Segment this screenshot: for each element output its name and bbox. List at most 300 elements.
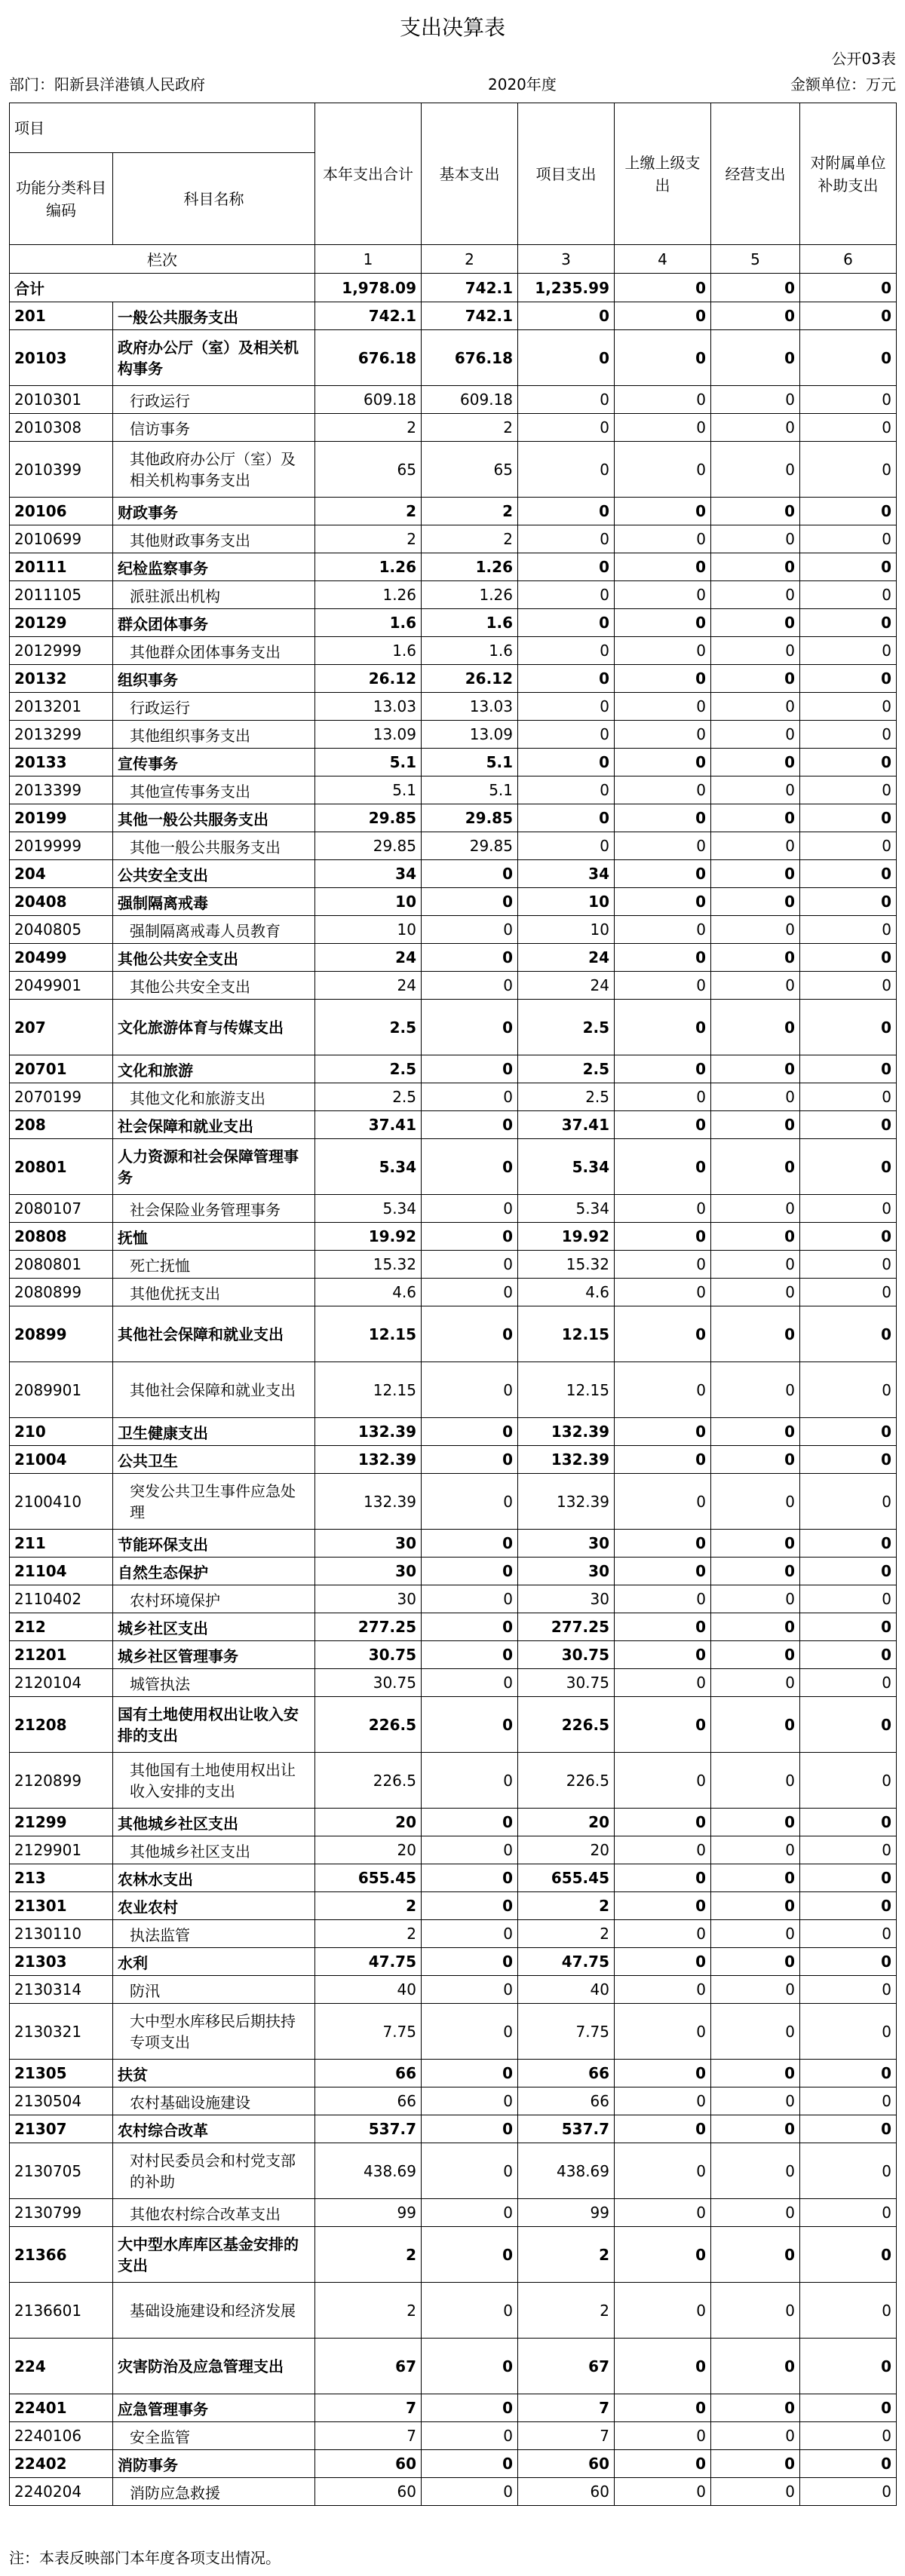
row-code: 2080107 [10, 1195, 113, 1223]
row-value: 0 [615, 1055, 711, 1083]
row-value: 0 [518, 442, 615, 498]
row-value: 0 [422, 1446, 518, 1474]
row-value: 0 [800, 776, 897, 804]
row-value: 7 [315, 2394, 422, 2422]
row-value: 30 [315, 1558, 422, 1585]
row-value: 2 [315, 525, 422, 553]
table-row [10, 944, 897, 972]
row-value: 0 [615, 1251, 711, 1279]
row-value: 0 [800, 2060, 897, 2087]
row-value: 0 [422, 1641, 518, 1669]
row-name: 宣传事务 [113, 749, 315, 776]
row-value: 0 [615, 2339, 711, 2394]
row-value: 19.92 [518, 1223, 615, 1251]
table-row [10, 2339, 897, 2394]
row-value: 742.1 [422, 302, 518, 330]
row-value: 0 [615, 525, 711, 553]
row-code: 207 [10, 1000, 113, 1055]
row-value: 0 [518, 832, 615, 860]
row-value: 20 [315, 1836, 422, 1864]
colnum-label: 栏次 [10, 245, 315, 274]
row-value: 40 [518, 1976, 615, 2004]
row-value: 0 [615, 1474, 711, 1530]
row-value: 0 [422, 1948, 518, 1976]
row-code: 20132 [10, 665, 113, 693]
row-value: 0 [422, 1613, 518, 1641]
row-value: 0 [615, 2283, 711, 2339]
row-value: 0 [711, 442, 800, 498]
row-code: 2080899 [10, 1279, 113, 1306]
row-value: 0 [800, 414, 897, 442]
header-col-project: 项目支出 [518, 103, 615, 245]
row-code: 2019999 [10, 832, 113, 860]
row-value: 0 [800, 721, 897, 749]
row-value: 0 [422, 1558, 518, 1585]
row-value: 132.39 [315, 1446, 422, 1474]
row-code: 21201 [10, 1641, 113, 1669]
row-value: 0 [615, 1892, 711, 1920]
table-row [10, 2450, 897, 2478]
row-value: 0 [800, 1223, 897, 1251]
row-value: 655.45 [518, 1864, 615, 1892]
row-name: 应急管理事务 [113, 2394, 315, 2422]
row-value: 0 [615, 665, 711, 693]
row-name: 文化旅游体育与传媒支出 [113, 1000, 315, 1055]
row-value: 0 [518, 749, 615, 776]
row-name: 公共安全支出 [113, 860, 315, 888]
row-value: 0 [711, 1558, 800, 1585]
row-value: 0 [422, 1809, 518, 1836]
table-row [10, 1697, 897, 1753]
colnum: 1 [315, 245, 422, 274]
row-value: 0 [422, 1362, 518, 1418]
table-row [10, 1753, 897, 1809]
table-row [10, 1362, 897, 1418]
row-name: 城管执法 [113, 1669, 315, 1697]
table-row [10, 2004, 897, 2060]
row-name: 其他财政事务支出 [113, 525, 315, 553]
row-value: 0 [422, 2478, 518, 2506]
row-value: 0 [615, 414, 711, 442]
row-value: 0 [800, 386, 897, 414]
row-value: 0 [800, 832, 897, 860]
row-value: 0 [615, 386, 711, 414]
row-value: 0 [615, 2422, 711, 2450]
table-row [10, 2227, 897, 2283]
row-value: 0 [518, 693, 615, 721]
table-row [10, 749, 897, 776]
row-value: 0 [422, 1055, 518, 1083]
table-row [10, 860, 897, 888]
row-value: 2 [422, 414, 518, 442]
table-row [10, 498, 897, 525]
row-value: 0 [615, 749, 711, 776]
row-value: 66 [315, 2060, 422, 2087]
row-name: 其他群众团体事务支出 [113, 637, 315, 665]
row-value: 0 [422, 2394, 518, 2422]
table-row [10, 442, 897, 498]
table-row [10, 302, 897, 330]
row-value: 0 [800, 2283, 897, 2339]
table-row [10, 1111, 897, 1139]
row-value: 0 [615, 1139, 711, 1195]
row-value: 2.5 [315, 1055, 422, 1083]
total-value: 0 [711, 274, 800, 302]
row-value: 0 [800, 581, 897, 609]
row-code: 2120899 [10, 1753, 113, 1809]
row-name: 扶贫 [113, 2060, 315, 2087]
row-code: 2010699 [10, 525, 113, 553]
row-name: 其他公共安全支出 [113, 972, 315, 1000]
table-row [10, 1418, 897, 1446]
header-col-subsidiary: 对附属单位补助支出 [800, 103, 897, 245]
row-value: 0 [518, 776, 615, 804]
row-code: 2130321 [10, 2004, 113, 2060]
row-value: 0 [800, 2143, 897, 2199]
row-value: 0 [800, 1279, 897, 1306]
row-value: 132.39 [518, 1418, 615, 1446]
row-value: 0 [711, 498, 800, 525]
row-value: 47.75 [315, 1948, 422, 1976]
row-value: 0 [711, 637, 800, 665]
row-value: 0 [711, 1697, 800, 1753]
row-value: 1.6 [315, 609, 422, 637]
row-code: 2010308 [10, 414, 113, 442]
row-value: 0 [800, 1613, 897, 1641]
row-value: 0 [518, 665, 615, 693]
row-value: 0 [422, 2199, 518, 2227]
department-label: 部门：阳新县洋港镇人民政府 [9, 75, 205, 93]
row-name: 财政事务 [113, 498, 315, 525]
row-value: 0 [711, 1669, 800, 1697]
row-value: 24 [518, 972, 615, 1000]
row-value: 37.41 [315, 1111, 422, 1139]
row-value: 0 [615, 1362, 711, 1418]
row-value: 24 [518, 944, 615, 972]
row-value: 0 [615, 1976, 711, 2004]
table-row [10, 1055, 897, 1083]
row-code: 2010301 [10, 386, 113, 414]
row-code: 2240106 [10, 2422, 113, 2450]
row-code: 20129 [10, 609, 113, 637]
row-code: 21301 [10, 1892, 113, 1920]
row-code: 22402 [10, 2450, 113, 2478]
row-value: 0 [615, 2004, 711, 2060]
row-value: 0 [711, 2087, 800, 2115]
row-value: 0 [800, 1446, 897, 1474]
row-value: 0 [615, 1223, 711, 1251]
row-value: 60 [315, 2450, 422, 2478]
row-value: 2 [315, 498, 422, 525]
table-row [10, 1836, 897, 1864]
row-value: 0 [518, 302, 615, 330]
row-value: 0 [711, 804, 800, 832]
row-value: 132.39 [518, 1446, 615, 1474]
row-value: 0 [800, 2227, 897, 2283]
row-value: 0 [800, 972, 897, 1000]
row-value: 0 [711, 1613, 800, 1641]
row-value: 2 [315, 1920, 422, 1948]
row-code: 210 [10, 1418, 113, 1446]
row-code: 211 [10, 1530, 113, 1558]
table-row [10, 1641, 897, 1669]
row-value: 0 [422, 1864, 518, 1892]
row-name: 其他一般公共服务支出 [113, 804, 315, 832]
row-value: 0 [615, 1809, 711, 1836]
row-value: 0 [615, 1306, 711, 1362]
header-col-business: 经营支出 [711, 103, 800, 245]
row-value: 0 [615, 1111, 711, 1139]
row-name: 大中型水库库区基金安排的支出 [113, 2227, 315, 2283]
row-value: 0 [711, 302, 800, 330]
row-name: 国有土地使用权出让收入安排的支出 [113, 1697, 315, 1753]
row-value: 13.03 [315, 693, 422, 721]
table-row [10, 1613, 897, 1641]
table-row [10, 414, 897, 442]
row-name: 基础设施建设和经济发展 [113, 2283, 315, 2339]
row-value: 0 [800, 1892, 897, 1920]
table-row [10, 888, 897, 916]
row-value: 0 [800, 1418, 897, 1446]
row-value: 226.5 [315, 1697, 422, 1753]
table-row [10, 1809, 897, 1836]
row-value: 2 [315, 414, 422, 442]
row-value: 7 [518, 2422, 615, 2450]
row-value: 0 [422, 1892, 518, 1920]
row-value: 5.34 [518, 1195, 615, 1223]
row-value: 0 [711, 916, 800, 944]
table-row [10, 525, 897, 553]
table-row [10, 1558, 897, 1585]
row-value: 226.5 [518, 1697, 615, 1753]
row-value: 0 [711, 972, 800, 1000]
row-value: 0 [800, 2087, 897, 2115]
total-value: 0 [800, 274, 897, 302]
footnote: 注：本表反映部门本年度各项支出情况。 [9, 2549, 281, 2567]
table-row [10, 1000, 897, 1055]
row-value: 10 [315, 888, 422, 916]
header-item: 项目 [10, 103, 315, 153]
row-value: 26.12 [315, 665, 422, 693]
row-code: 213 [10, 1864, 113, 1892]
row-name: 一般公共服务支出 [113, 302, 315, 330]
row-value: 0 [800, 1809, 897, 1836]
row-value: 0 [518, 721, 615, 749]
row-value: 0 [422, 2004, 518, 2060]
row-value: 2 [422, 498, 518, 525]
row-value: 30 [518, 1530, 615, 1558]
row-value: 0 [800, 442, 897, 498]
row-value: 0 [800, 1641, 897, 1669]
row-code: 21305 [10, 2060, 113, 2087]
row-value: 0 [615, 637, 711, 665]
row-name: 其他社会保障和就业支出 [113, 1362, 315, 1418]
row-value: 0 [422, 972, 518, 1000]
row-value: 0 [711, 1836, 800, 1864]
row-value: 0 [615, 2394, 711, 2422]
row-value: 0 [615, 1585, 711, 1613]
row-value: 0 [711, 2199, 800, 2227]
row-value: 0 [800, 1000, 897, 1055]
row-value: 742.1 [315, 302, 422, 330]
row-value: 66 [518, 2060, 615, 2087]
row-name: 其他优抚支出 [113, 1279, 315, 1306]
row-value: 5.1 [422, 749, 518, 776]
row-value: 2.5 [518, 1055, 615, 1083]
row-value: 0 [422, 1279, 518, 1306]
row-value: 0 [615, 2060, 711, 2087]
row-name: 其他公共安全支出 [113, 944, 315, 972]
row-value: 0 [422, 860, 518, 888]
row-value: 60 [518, 2478, 615, 2506]
row-value: 0 [711, 609, 800, 637]
row-value: 60 [518, 2450, 615, 2478]
row-value: 0 [711, 330, 800, 386]
row-value: 0 [422, 2060, 518, 2087]
row-value: 0 [615, 330, 711, 386]
row-value: 4.6 [518, 1279, 615, 1306]
row-value: 0 [615, 1195, 711, 1223]
row-value: 0 [800, 1530, 897, 1558]
row-value: 0 [422, 1753, 518, 1809]
row-value: 0 [711, 1920, 800, 1948]
row-value: 537.7 [518, 2115, 615, 2143]
row-value: 13.03 [422, 693, 518, 721]
row-value: 7 [518, 2394, 615, 2422]
row-name: 派驻派出机构 [113, 581, 315, 609]
row-value: 0 [711, 2143, 800, 2199]
row-value: 0 [800, 1585, 897, 1613]
colnum: 5 [711, 245, 800, 274]
row-value: 0 [800, 1083, 897, 1111]
row-value: 0 [800, 916, 897, 944]
row-value: 0 [615, 860, 711, 888]
row-value: 0 [711, 1306, 800, 1362]
row-value: 0 [422, 916, 518, 944]
row-value: 37.41 [518, 1111, 615, 1139]
row-value: 12.15 [315, 1306, 422, 1362]
table-row [10, 1474, 897, 1530]
row-value: 0 [711, 665, 800, 693]
row-value: 132.39 [518, 1474, 615, 1530]
row-value: 65 [315, 442, 422, 498]
row-code: 2130110 [10, 1920, 113, 1948]
table-row [10, 1864, 897, 1892]
row-value: 0 [800, 2004, 897, 2060]
row-value: 0 [800, 553, 897, 581]
row-value: 0 [422, 1697, 518, 1753]
row-value: 24 [315, 972, 422, 1000]
row-value: 0 [711, 2478, 800, 2506]
row-value: 0 [422, 888, 518, 916]
row-value: 0 [711, 2450, 800, 2478]
total-value: 0 [615, 274, 711, 302]
row-value: 40 [315, 1976, 422, 2004]
row-value: 0 [615, 832, 711, 860]
table-row [10, 2087, 897, 2115]
total-value: 1,235.99 [518, 274, 615, 302]
row-name: 农村环境保护 [113, 1585, 315, 1613]
row-value: 0 [711, 581, 800, 609]
row-value: 0 [711, 721, 800, 749]
row-value: 0 [800, 888, 897, 916]
colnum: 6 [800, 245, 897, 274]
row-name: 纪检监察事务 [113, 553, 315, 581]
row-value: 0 [518, 609, 615, 637]
expenditure-table [9, 103, 897, 2506]
row-value: 0 [711, 2394, 800, 2422]
row-name: 安全监管 [113, 2422, 315, 2450]
row-name: 其他社会保障和就业支出 [113, 1306, 315, 1362]
row-value: 5.1 [315, 749, 422, 776]
row-value: 2.5 [315, 1000, 422, 1055]
row-value: 0 [711, 1892, 800, 1920]
row-value: 0 [800, 1753, 897, 1809]
row-value: 0 [800, 498, 897, 525]
row-value: 0 [800, 2450, 897, 2478]
row-code: 2049901 [10, 972, 113, 1000]
table-row [10, 2199, 897, 2227]
row-value: 0 [615, 2143, 711, 2199]
row-value: 1.6 [315, 637, 422, 665]
table-row [10, 2478, 897, 2506]
row-value: 0 [800, 2422, 897, 2450]
total-row [10, 274, 897, 302]
row-value: 1.6 [422, 609, 518, 637]
row-value: 0 [711, 749, 800, 776]
row-value: 2 [518, 2227, 615, 2283]
row-code: 20199 [10, 804, 113, 832]
row-value: 0 [615, 498, 711, 525]
row-value: 65 [422, 442, 518, 498]
row-value: 0 [800, 302, 897, 330]
row-value: 0 [711, 1474, 800, 1530]
row-code: 2080801 [10, 1251, 113, 1279]
row-name: 抚恤 [113, 1223, 315, 1251]
row-name: 大中型水库移民后期扶持专项支出 [113, 2004, 315, 2060]
row-code: 2013299 [10, 721, 113, 749]
row-value: 0 [422, 1195, 518, 1223]
row-name: 自然生态保护 [113, 1558, 315, 1585]
row-value: 0 [800, 1920, 897, 1948]
row-value: 0 [800, 1251, 897, 1279]
row-value: 0 [711, 386, 800, 414]
row-code: 2130504 [10, 2087, 113, 2115]
row-value: 0 [422, 2143, 518, 2199]
row-value: 12.15 [518, 1306, 615, 1362]
row-name: 卫生健康支出 [113, 1418, 315, 1446]
row-value: 0 [615, 1920, 711, 1948]
row-value: 1.26 [315, 581, 422, 609]
row-value: 0 [711, 1223, 800, 1251]
row-value: 5.34 [518, 1139, 615, 1195]
report-title: 支出决算表 [399, 15, 505, 40]
row-value: 0 [711, 553, 800, 581]
row-value: 0 [800, 1697, 897, 1753]
row-value: 0 [422, 1585, 518, 1613]
row-name: 行政运行 [113, 693, 315, 721]
row-code: 21004 [10, 1446, 113, 1474]
row-value: 1.6 [422, 637, 518, 665]
row-name: 死亡抚恤 [113, 1251, 315, 1279]
row-value: 0 [711, 1753, 800, 1809]
row-value: 0 [800, 1195, 897, 1223]
row-value: 20 [518, 1836, 615, 1864]
row-value: 0 [711, 1139, 800, 1195]
row-value: 0 [711, 1279, 800, 1306]
header-col-basic: 基本支出 [422, 103, 518, 245]
row-name: 其他城乡社区支出 [113, 1809, 315, 1836]
